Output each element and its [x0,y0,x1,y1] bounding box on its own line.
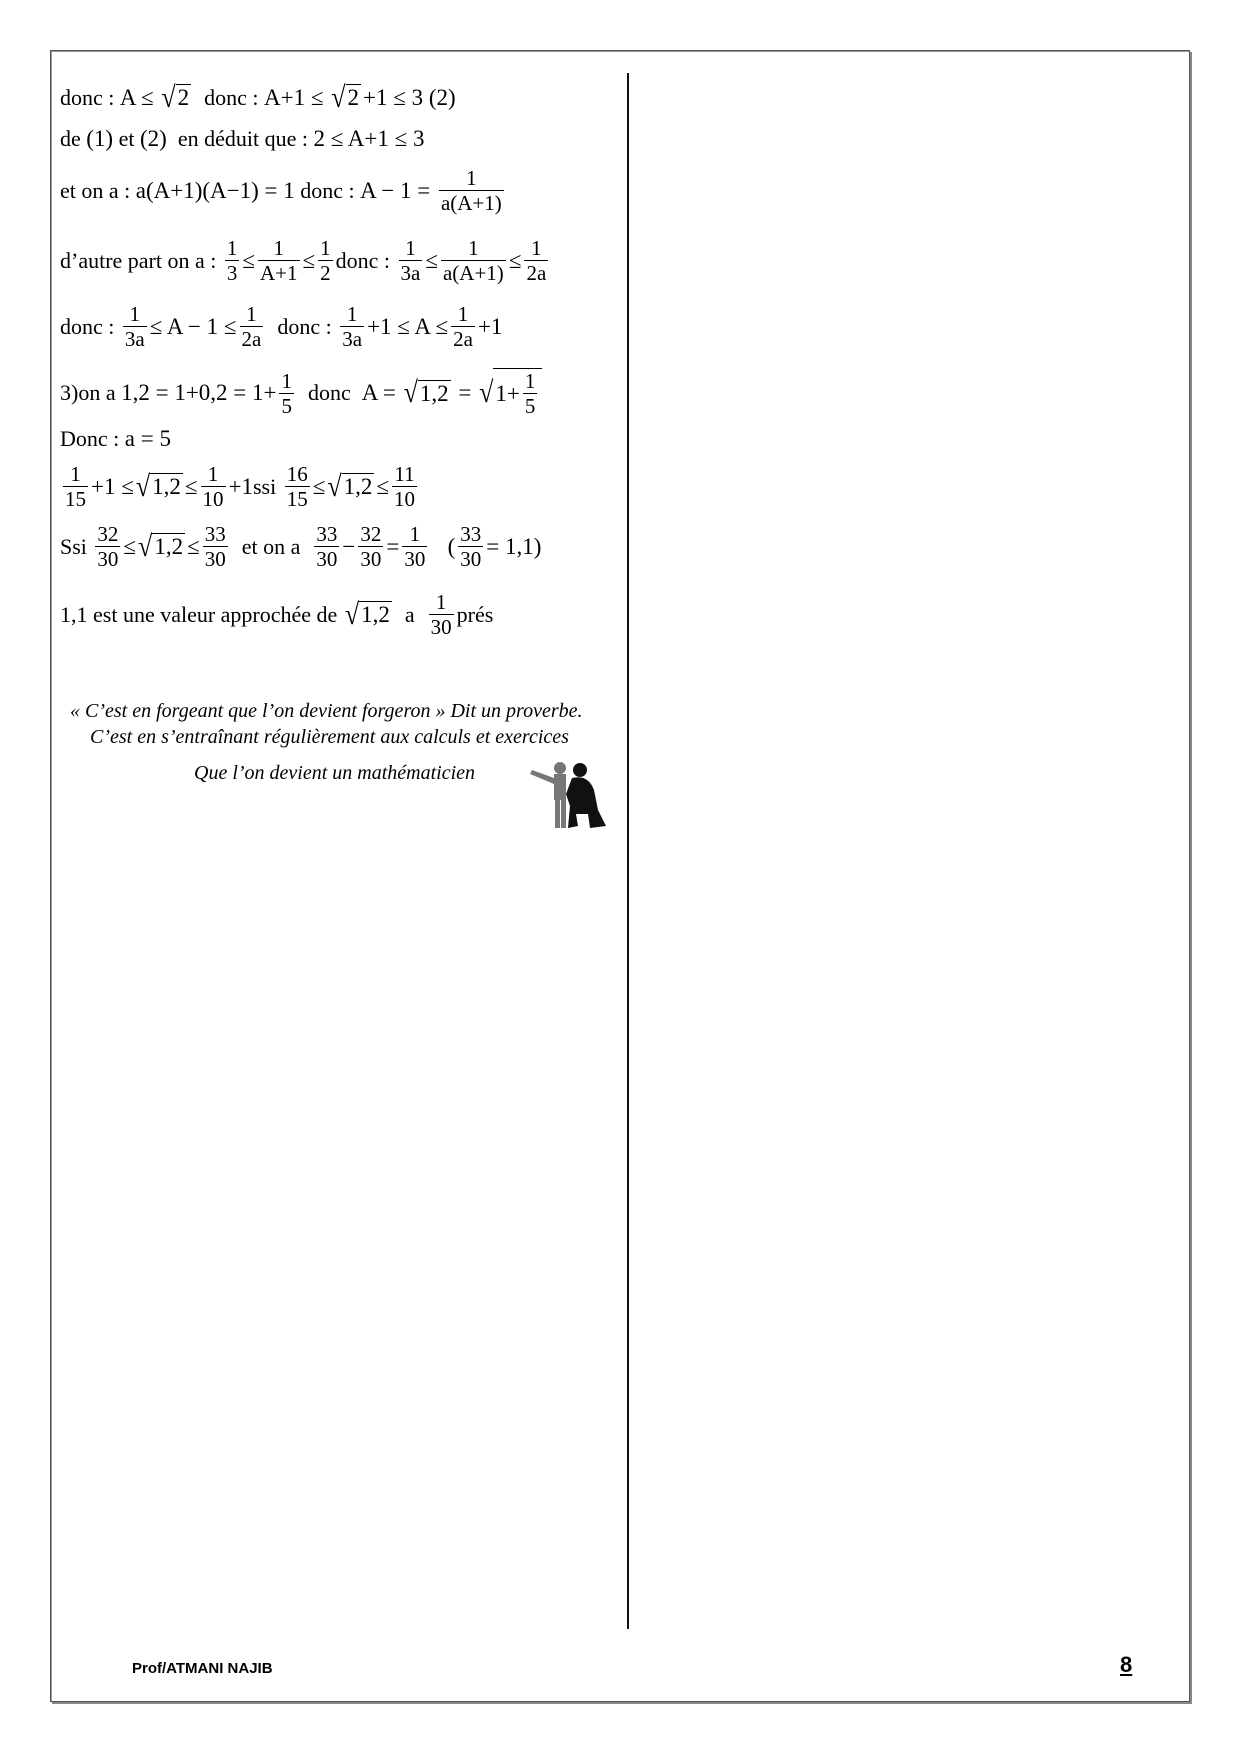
math-expression: ≤ [302,247,316,273]
solution-line [60,590,493,639]
fraction-denominator: 3 [226,261,238,286]
math-expression: (2) [139,126,167,151]
solution-line [60,302,502,351]
text-segment: donc : [193,84,265,110]
radical-sign-icon: √ [479,375,494,410]
fraction-denominator: 30 [204,547,226,572]
fraction-numerator: 1 [273,236,284,260]
fraction-denominator: 5 [524,394,536,419]
fraction-numerator: 1 [129,302,141,326]
fraction [392,462,417,511]
math-expression: ≤ [123,533,137,559]
text-segment: donc : [60,84,120,110]
fraction-numerator: 1 [281,368,292,393]
solution-line [60,368,544,418]
radicand: 1,2 [152,474,181,500]
square-root [161,80,191,114]
solution-line [60,166,507,215]
fraction [429,590,454,639]
fraction-numerator: 1 [409,522,421,546]
text-segment: 3)on a [60,380,122,406]
fraction [95,522,120,571]
fraction-numerator: 33 [460,522,482,546]
fraction [399,236,423,285]
fraction-numerator: 33 [316,522,338,546]
fraction [258,236,300,285]
solution-line [60,522,541,571]
solution-line [60,80,456,114]
fraction-numerator: 1 [466,166,477,190]
fraction-denominator: 2a [453,327,473,352]
text-segment: a [393,601,426,627]
radicand: 1,2 [361,602,390,628]
math-expression: ≤ [242,247,255,273]
fraction-denominator: a(A+1) [440,191,502,216]
text-segment: d’autre part on a : [60,247,222,273]
math-expression: ( [430,533,456,559]
fraction-numerator: 1 [320,236,331,260]
text-segment: de [60,126,87,151]
fraction-numerator: 32 [360,522,382,546]
fraction [358,522,383,571]
fraction-denominator: 30 [404,547,426,572]
fraction-denominator: a(A+1) [442,261,504,286]
radicand: 2 [347,85,360,110]
fraction [279,369,294,418]
math-expression: A − 1 = [360,177,436,203]
fraction [340,302,364,351]
text-segment: donc : [294,177,361,203]
page-number: 8 [1120,1652,1133,1677]
fraction-denominator: 10 [394,487,416,512]
fraction-denominator: 2a [526,261,547,286]
text-segment: et [113,126,140,151]
teacher-child-silhouette-icon [528,760,610,830]
radical-sign-icon: √ [161,80,176,114]
fraction-numerator: 1 [531,236,542,260]
radical-sign-icon: √ [331,80,346,114]
fraction [523,369,538,418]
math-expression: ≤ A − 1 ≤ [149,313,237,339]
fraction-numerator: 16 [286,462,308,486]
math-expression: = [452,380,478,406]
math-expression: 1+ [495,380,520,406]
math-expression: = [386,533,400,559]
radical-sign-icon: √ [344,597,360,631]
fraction-denominator: 30 [97,547,119,572]
text-segment: prés [456,601,494,627]
text-segment: Donc : [60,426,125,451]
fraction-denominator: 30 [460,547,482,572]
fraction-numerator: 1 [405,236,416,260]
fraction-denominator: 5 [281,393,292,418]
fraction-denominator: 2a [241,327,262,352]
math-expression: ≤ [312,473,326,499]
square-root [403,375,451,410]
square-root [479,368,542,418]
fraction-denominator: 2 [320,261,331,286]
quote-line-2: C’est en s’entraînant régulièrement aux calculs et exercices [90,726,569,748]
fraction [318,236,333,285]
fraction [201,462,226,511]
text-segment: ssi [253,473,282,499]
fraction-numerator: 1 [246,302,257,326]
fraction-denominator: 3a [342,327,363,352]
fraction-denominator: 15 [65,487,86,512]
fraction [524,236,548,285]
fraction-numerator: 1 [346,302,358,326]
radicand [493,368,542,418]
math-expression: 1,2 = 1+0,2 = 1+ [121,380,277,406]
text-segment: 1,1 est une valeur approchée de [60,601,343,627]
fraction-numerator: 1 [524,369,536,393]
fraction [458,522,483,571]
fraction [240,302,264,351]
solution-line [60,426,171,452]
math-expression: a(A+1)(A−1) = 1 [135,177,295,203]
math-expression: − [342,533,356,559]
math-expression: +1 ≤ A ≤ [367,313,449,339]
math-expression: ≤ [508,247,522,273]
math-expression: +1 [477,313,503,339]
math-expression: ≤ [376,473,390,499]
fraction [451,302,475,351]
fraction-numerator: 1 [207,462,219,486]
text-segment: Ssi [60,533,93,559]
radical-sign-icon: √ [403,375,418,410]
math-expression: a = 5 [124,426,171,451]
square-root [138,529,185,563]
fraction [439,166,504,215]
math-expression: ≤ [425,247,438,273]
column-divider [627,73,629,1629]
text-segment: en déduit que : [166,126,314,151]
fraction-denominator: 3a [124,327,145,352]
math-expression: +1 ≤ [91,473,134,499]
square-root [344,597,392,631]
fraction [402,522,427,571]
math-expression: A+1 ≤ [264,84,330,110]
fraction [285,462,310,511]
text-segment: donc [296,380,362,406]
text-segment: et on a : [60,177,136,203]
fraction-denominator: 3a [400,261,421,286]
math-expression: 2 ≤ A+1 ≤ 3 [313,126,425,151]
text-segment: donc : [60,313,120,339]
square-root [331,80,361,114]
text-segment: donc : [266,313,338,339]
radicand: 1,2 [343,474,373,500]
fraction-numerator: 1 [435,590,447,614]
radicand: 1,2 [419,380,449,406]
quote-line-3: Que l’on devient un mathématicien [194,762,476,784]
solution-line [60,126,425,152]
fraction-denominator: 30 [430,615,452,640]
fraction-denominator: A+1 [260,261,298,286]
fraction [314,522,339,571]
text-segment: donc : [335,247,396,273]
fraction-numerator: 33 [204,522,226,546]
fraction-numerator: 1 [468,236,479,260]
math-expression: A = [361,380,402,406]
square-root [327,469,374,503]
math-expression: +1 ≤ 3 (2) [363,84,456,110]
fraction-numerator: 1 [226,236,238,260]
fraction-numerator: 1 [457,302,469,326]
fraction-denominator: 30 [316,547,338,572]
radicand: 2 [177,85,190,110]
fraction [441,236,506,285]
fraction [225,236,240,285]
fraction-numerator: 32 [97,522,119,546]
radical-sign-icon: √ [327,469,342,503]
math-expression: ≤ [184,473,198,499]
square-root [135,469,183,503]
fraction [63,462,88,511]
radical-sign-icon: √ [135,469,151,503]
solution-line [60,236,551,285]
text-segment: et on a [230,533,312,559]
math-expression: A ≤ [119,84,160,110]
fraction-numerator: 1 [70,462,81,486]
fraction-denominator: 15 [286,487,308,512]
fraction-denominator: 10 [202,487,224,512]
page-border [50,50,1190,1702]
radical-sign-icon: √ [138,529,153,563]
math-expression: (1) [86,126,114,151]
radicand: 1,2 [154,534,184,560]
math-expression: +1 [228,473,253,499]
fraction-numerator: 11 [394,462,415,486]
fraction [203,522,228,571]
math-expression: ≤ [187,533,200,559]
solution-line [60,462,420,511]
quote-line-1: « C’est en forgeant que l’on devient forgeron » Dit un proverbe. [70,700,583,722]
author-name: Prof/ATMANI NAJIB [132,1660,273,1677]
fraction [123,302,147,351]
math-expression: = 1,1) [486,533,542,559]
fraction-denominator: 30 [360,547,382,572]
